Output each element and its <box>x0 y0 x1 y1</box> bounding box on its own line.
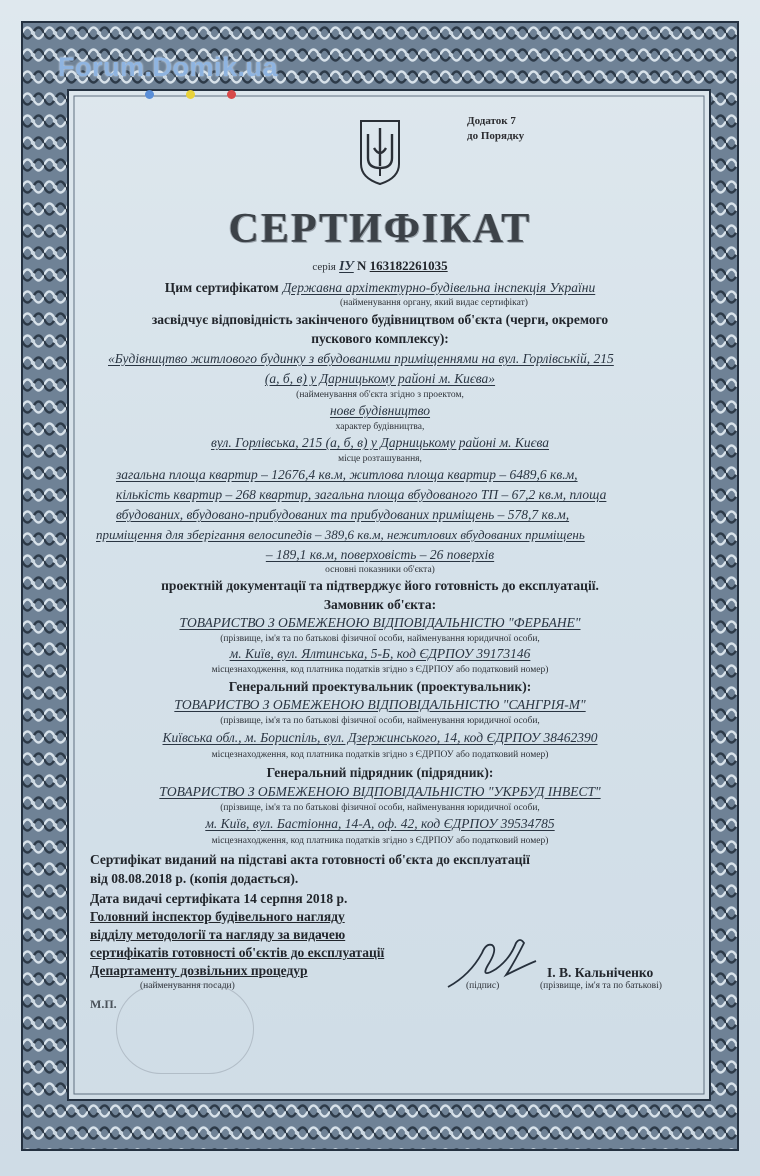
trident-icon <box>358 118 402 186</box>
basis-line: від 08.08.2018 р. (копія додається). <box>90 871 299 886</box>
stamp-imprint <box>116 984 254 1074</box>
series-number: 163182261035 <box>369 258 448 273</box>
issuer-line <box>80 279 680 297</box>
basis-line: Сертифікат виданий на підставі акта готовності об'єкта до експлуатації <box>90 852 530 867</box>
object-line: «Будівництво житлового будинку з вбудованими приміщеннями на вул. Горлівській, 215 <box>108 351 614 366</box>
position-caption: (найменування посади) <box>140 981 235 991</box>
seal-label: М.П. <box>90 997 117 1011</box>
customer-name: ТОВАРИСТВО З ОБМЕЖЕНОЮ ВІДПОВІДАЛЬНІСТЮ "ФЕРБАНЕ" <box>179 615 581 630</box>
inspector-line: Департаменту дозвільних процедур <box>90 963 308 978</box>
inspector-line: відділу методології та нагляду за видачею <box>90 927 346 942</box>
annex-note <box>467 114 524 144</box>
designer-caption: місцезнаходження, код платника податків згідно з ЄДРПОУ або податковий номер) <box>211 750 549 760</box>
annex-line: до Порядку <box>467 130 525 142</box>
construction-type: нове будівництво <box>329 403 431 418</box>
indicator-line: – 189,1 кв.м, поверховість – 26 поверхів <box>265 547 495 562</box>
object-line: (а, б, в) у Дарницькому районі м. Києва» <box>264 371 496 386</box>
series-no-label: N <box>357 258 367 273</box>
customer-caption: (прізвище, ім'я та по батькові фізичної особи, найменування юридичної особи, <box>220 634 540 644</box>
location-caption: місце розташування, <box>338 454 422 464</box>
indicator-line: приміщення для зберігання велосипедів – 389,6 кв.м, нежитлових вбудованих приміщень <box>96 527 585 542</box>
contractor-heading: Генеральний підрядник (підрядник): <box>266 765 494 780</box>
inspector-line: Головний інспектор будівельного нагляду <box>90 909 345 924</box>
location: вул. Горлівська, 215 (а, б, в) у Дарницькому районі м. Києва <box>210 435 550 450</box>
designer-heading: Генеральний проектувальник (проектувальник): <box>228 679 532 694</box>
indicators-caption: основні показники об'єкта) <box>325 565 435 575</box>
indicator-line: вбудованих, вбудовано-прибудованих та прибудованих приміщень – 578,7 кв.м, <box>116 507 570 522</box>
contractor-caption: (прізвище, ім'я та по батькові фізичної особи, найменування юридичної особи, <box>220 803 540 813</box>
annex-line: Додаток 7 <box>467 115 516 127</box>
series-value: ІУ <box>339 258 354 273</box>
series-line <box>80 258 680 274</box>
indicator-line: загальна площа квартир – 12676,4 кв.м, житлова площа квартир – 6489,6 кв.м, <box>116 467 578 482</box>
contractor-caption: місцезнаходження, код платника податків згідно з ЄДРПОУ або податковий номер) <box>211 836 549 846</box>
customer-caption: місцезнаходження, код платника податків згідно з ЄДРПОУ або податковий номер) <box>211 665 549 675</box>
certifies-line: засвідчує відповідність закінченого будівництвом об'єкта (черги, окремого <box>151 312 609 327</box>
project-line: проектній документації та підтверджує його готовність до експлуатації. <box>161 578 599 593</box>
contractor-name: ТОВАРИСТВО З ОБМЕЖЕНОЮ ВІДПОВІДАЛЬНІСТЮ "УКРБУД ІНВЕСТ" <box>159 784 601 799</box>
construction-type-caption: характер будівництва, <box>335 422 425 432</box>
certifies-line: пускового комплексу): <box>311 331 449 346</box>
designer-caption: (прізвище, ім'я та по батькові фізичної особи, найменування юридичної особи, <box>220 716 540 726</box>
issuer-lead: Цим сертифікатом <box>164 280 279 295</box>
issue-date: Дата видачі сертифіката 14 серпня 2018 р. <box>90 891 348 906</box>
watermark: Forum.Domik.ua <box>58 52 279 82</box>
designer-name: ТОВАРИСТВО З ОБМЕЖЕНОЮ ВІДПОВІДАЛЬНІСТЮ "САНГРІЯ-М" <box>174 697 586 712</box>
designer-address: Київська обл., м. Бориспіль, вул. Дзержинського, 14, код ЄДРПОУ 38462390 <box>162 730 598 745</box>
certificate-title: СЕРТИФІКАТ <box>228 206 532 252</box>
indicator-line: кількість квартир – 268 квартир, загальна площа вбудованого ТП – 67,2 кв.м, площа <box>116 487 607 502</box>
issuer-name: Державна архітектурно-будівельна інспекція України <box>282 280 596 295</box>
signature-caption: (підпис) <box>466 981 500 991</box>
inspector-line: сертифікатів готовності об'єктів до експлуатації <box>90 945 385 960</box>
signer-caption: (прізвище, ім'я та по батькові) <box>540 981 662 991</box>
contractor-address: м. Київ, вул. Бастіонна, 14-А, оф. 42, код ЄДРПОУ 39534785 <box>205 816 555 831</box>
customer-heading: Замовник об'єкта: <box>323 597 437 612</box>
series-label: серія <box>312 261 336 273</box>
issuer-caption: (найменування органу, який видає сертифікат) <box>340 298 528 308</box>
signer-name: І. В. Кальніченко <box>547 965 654 980</box>
customer-address: м. Київ, вул. Ялтинська, 5-Б, код ЄДРПОУ 39173146 <box>229 646 531 661</box>
object-caption: (найменування об'єкта згідно з проектом, <box>296 390 464 400</box>
